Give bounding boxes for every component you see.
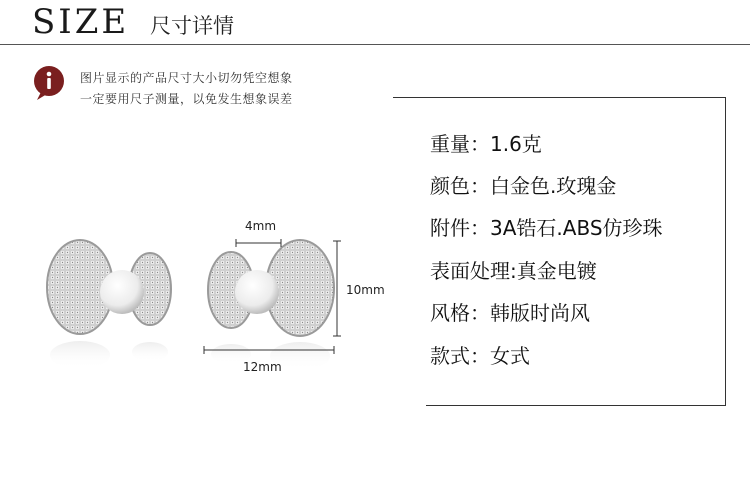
spec-row-accessories bbox=[430, 212, 663, 241]
spec-panel-top-border bbox=[393, 97, 726, 98]
earring-left bbox=[47, 240, 171, 369]
notice-line-2: 一定要用尺子测量，以免发生想象误差 bbox=[80, 92, 293, 106]
spec-label: 附件： bbox=[430, 216, 490, 240]
dimension-width-label: 4mm bbox=[245, 219, 277, 233]
spec-label: 风格： bbox=[430, 301, 490, 325]
spec-value: 1.6克 bbox=[490, 132, 542, 156]
spec-row-weight bbox=[430, 128, 542, 157]
header-subtitle: 尺寸详情 bbox=[150, 14, 234, 38]
spec-row-finish bbox=[430, 255, 597, 284]
spec-value: 3A锆石.ABS仿珍珠 bbox=[490, 216, 663, 240]
spec-value: 白金色.玫瑰金 bbox=[490, 174, 617, 198]
spec-row-color bbox=[430, 170, 616, 199]
spec-value: 女式 bbox=[490, 344, 530, 368]
spec-value: 韩版时尚风 bbox=[490, 301, 590, 325]
spec-row-style bbox=[430, 297, 590, 326]
dimension-length-label: 12mm bbox=[243, 360, 282, 374]
spec-panel-right-border bbox=[725, 97, 726, 406]
spec-label: 颜色： bbox=[430, 174, 490, 198]
spec-label: 款式： bbox=[430, 344, 490, 368]
spec-value: 真金电镀 bbox=[516, 259, 597, 283]
spec-panel bbox=[393, 97, 726, 406]
spec-row-type bbox=[430, 340, 530, 369]
spec-label: 表面处理: bbox=[430, 259, 517, 283]
dimension-height-label: 10mm bbox=[346, 283, 385, 297]
spec-label: 重量： bbox=[430, 132, 490, 156]
header-title: SIZE bbox=[32, 2, 130, 42]
spec-panel-bottom-border bbox=[426, 405, 726, 406]
notice-line-1: 图片显示的产品尺寸大小切勿凭空想象 bbox=[80, 71, 293, 85]
